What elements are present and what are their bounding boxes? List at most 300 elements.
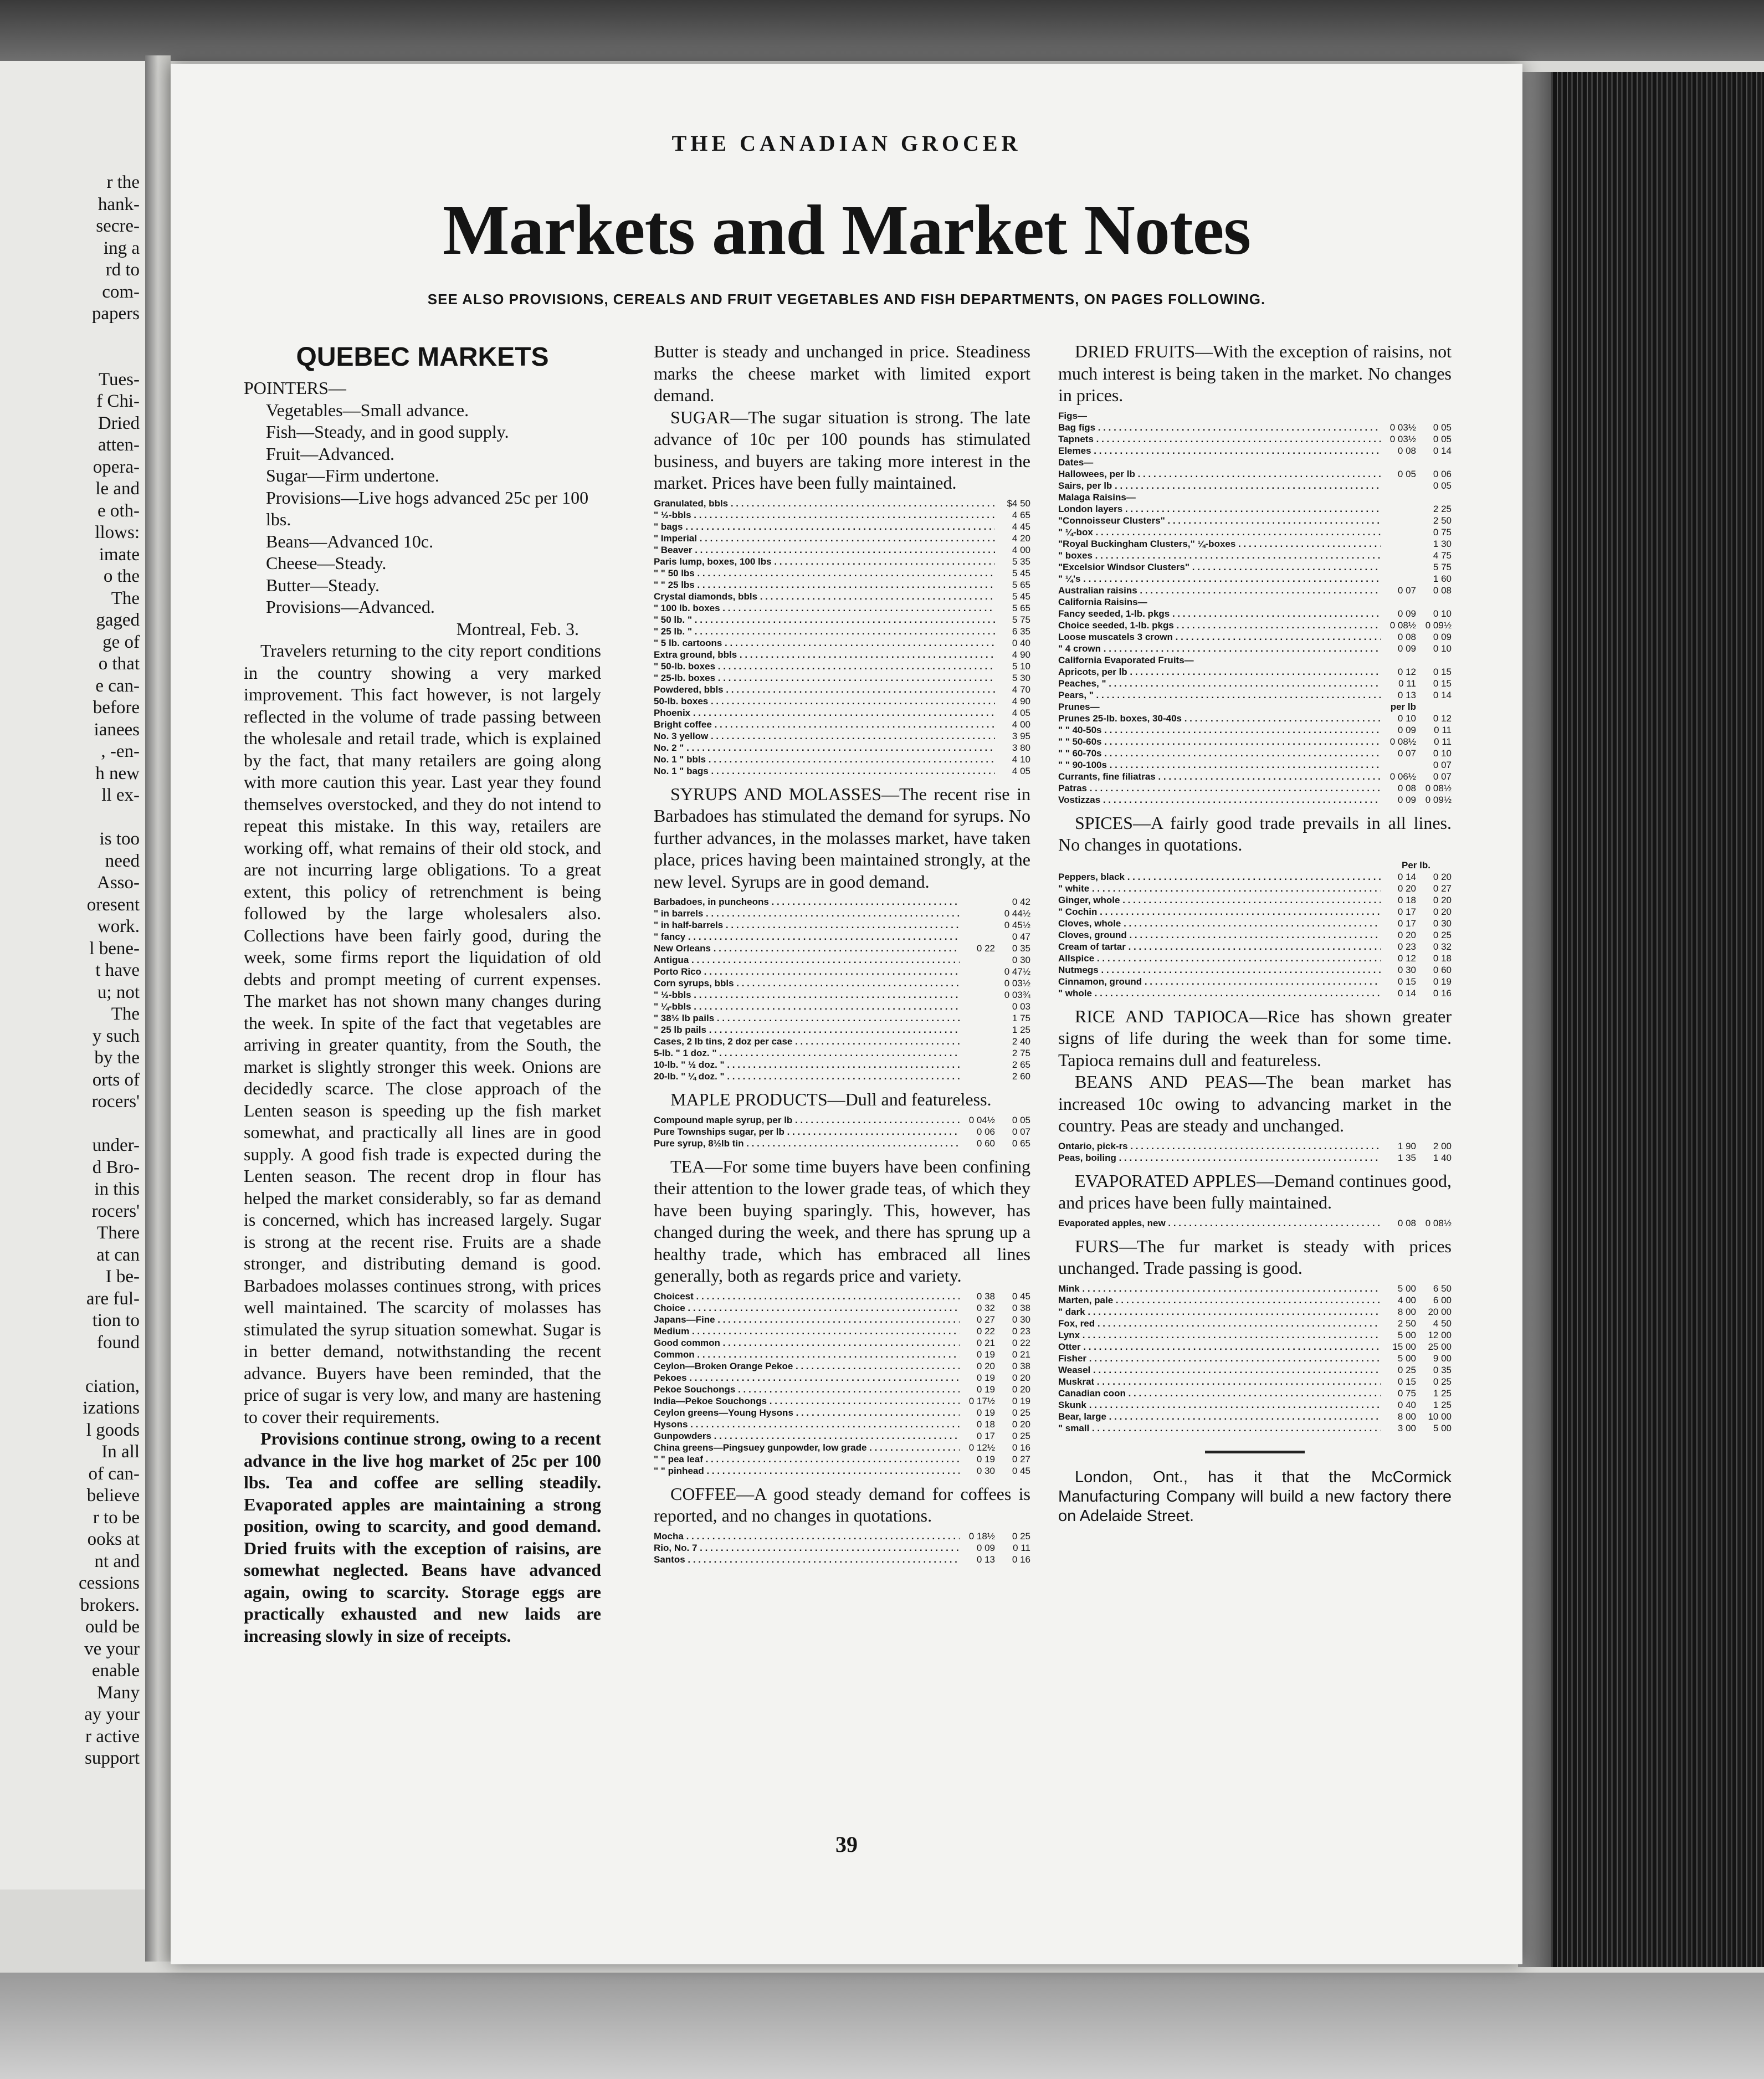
price-row bbox=[654, 1530, 1030, 1542]
price-row bbox=[654, 943, 1030, 954]
price-item: India—Pekoe Souchongs . . . bbox=[654, 1395, 960, 1407]
price-value: 0 42 bbox=[1012, 897, 1030, 907]
price-value bbox=[960, 908, 995, 919]
pointers-label: POINTERS— bbox=[244, 378, 346, 398]
tea-section bbox=[654, 1156, 1030, 1287]
spices-heading: SPICES bbox=[1075, 812, 1133, 833]
facing-line: h new bbox=[95, 763, 140, 784]
price-item: " " pinhead . . . bbox=[654, 1465, 960, 1477]
price-row bbox=[654, 556, 1030, 567]
pointer-item: Sugar—Firm undertone. bbox=[266, 465, 439, 485]
price-value: 12 00 bbox=[1428, 1329, 1452, 1340]
price-value: 0 09½ bbox=[1425, 619, 1452, 631]
price-value: 5 75 bbox=[1012, 614, 1030, 625]
price-row bbox=[1058, 1329, 1452, 1341]
price-value: 1 30 bbox=[1433, 538, 1452, 549]
pointer-item: Beans—Advanced 10c. bbox=[266, 531, 434, 551]
pointers-list bbox=[244, 400, 601, 618]
price-value bbox=[1416, 457, 1452, 468]
price-value: 3 00 bbox=[1397, 1422, 1416, 1433]
price-item: " whole . . . bbox=[1058, 987, 1381, 999]
maple-heading: MAPLE PRODUCTS bbox=[670, 1089, 828, 1109]
price-value: 0 20 bbox=[1012, 1384, 1030, 1395]
syrups-text: —The recent rise in Barbadoes has stimulated the demand for syrups. No further advances, in the molasses market, have taken place, prices having been maintained strongly, at the new level. Syrups are in good demand. bbox=[654, 784, 1031, 892]
price-row bbox=[654, 591, 1030, 602]
price-value: 5 75 bbox=[1433, 561, 1452, 572]
facing-line: o the bbox=[103, 566, 140, 586]
price-value bbox=[1381, 526, 1416, 538]
tea-text: —For some time buyers have been confining their attention to the lower grade teas, of which they have been buying sparingly. This, however, has changed during the week, and there has sprung up a healthy trade, which has embraced all lines generally, both as regards price and variety. bbox=[654, 1156, 1030, 1286]
price-item: Ontario, pick-rs . . . bbox=[1058, 1140, 1381, 1152]
price-item: Loose muscatels 3 crown . . . bbox=[1058, 631, 1381, 643]
spices-table-wrapper bbox=[1058, 859, 1452, 999]
price-item: Ginger, whole . . . bbox=[1058, 894, 1381, 906]
price-item: Fancy seeded, 1-lb. pkgs . . . bbox=[1058, 608, 1381, 619]
page-edge-highlight bbox=[1518, 72, 1551, 1967]
facing-line: Tues- bbox=[99, 369, 140, 390]
price-item: Weasel . . . bbox=[1058, 1364, 1381, 1376]
price-row bbox=[1058, 724, 1452, 736]
facing-line: , -en- bbox=[101, 741, 140, 761]
price-value: 4 00 bbox=[1012, 544, 1030, 555]
price-value: 0 10 bbox=[1433, 643, 1452, 654]
price-row bbox=[654, 896, 1030, 908]
price-value: 0 06 bbox=[1433, 468, 1452, 479]
price-item: Antigua . . . bbox=[654, 954, 960, 966]
price-value: 4 00 bbox=[1397, 1294, 1416, 1305]
price-row bbox=[1058, 550, 1452, 561]
butter-paragraph: Butter is steady and unchanged in price. Steadiness marks the cheese market with limited export demand. bbox=[654, 341, 1030, 405]
facing-line: u; not bbox=[97, 982, 140, 1002]
facing-line: gaged bbox=[96, 610, 140, 630]
price-value: 0 20 bbox=[1433, 894, 1452, 905]
price-row bbox=[654, 1453, 1030, 1465]
price-value: 0 18 bbox=[1433, 953, 1452, 964]
price-value: 0 08½ bbox=[1425, 782, 1452, 793]
price-value: 0 18 bbox=[1397, 894, 1416, 905]
spices-section bbox=[1058, 812, 1452, 856]
price-value: 0 14 bbox=[1397, 871, 1416, 882]
facing-line: r to be bbox=[93, 1507, 140, 1528]
price-row bbox=[654, 532, 1030, 544]
price-row bbox=[654, 1024, 1030, 1036]
price-value: 5 00 bbox=[1433, 1422, 1452, 1433]
price-item: Australian raisins . . . bbox=[1058, 585, 1381, 596]
price-value: 0 09 bbox=[1397, 724, 1416, 735]
price-row bbox=[654, 1314, 1030, 1325]
price-value bbox=[960, 977, 995, 989]
price-row bbox=[1058, 964, 1452, 976]
price-item: Fox, red . . . bbox=[1058, 1318, 1381, 1329]
facing-line: found bbox=[97, 1332, 140, 1353]
price-value: $4 50 bbox=[1007, 498, 1030, 509]
price-value: 2 25 bbox=[1433, 503, 1452, 514]
price-item: Barbadoes, in puncheons . . . bbox=[654, 896, 960, 908]
price-row bbox=[1058, 538, 1452, 550]
price-item: Bear, large . . . bbox=[1058, 1411, 1381, 1422]
coffee-heading: COFFEE bbox=[670, 1483, 737, 1504]
quebec-paragraph-2: Provisions continue strong, owing to a recent advance in the live hog market of 25c per 100 lbs. Tea and coffee are selling steadily. Evaporated apples are maintaining a strong position, owing to scarcity, and good demand. Dried fruits with the exception of raisins, are somewhat neglected. Beans have advanced again, owing to scarcity. Storage eggs are practically exhausted and new laids are increasing slowly in size of receipts. bbox=[244, 1428, 601, 1646]
price-row bbox=[1058, 608, 1452, 619]
facing-line: ooks at bbox=[87, 1529, 140, 1549]
facing-line: rocers' bbox=[91, 1201, 140, 1221]
coffee-text: —A good steady demand for coffees is reported, and no changes in quotations. bbox=[654, 1483, 1030, 1525]
price-item: Crystal diamonds, bbls . . . bbox=[654, 591, 995, 602]
price-value: 0 15 bbox=[1433, 678, 1452, 689]
price-value: 0 25 bbox=[1433, 1376, 1452, 1387]
facing-page-text bbox=[7, 172, 140, 1770]
price-row bbox=[654, 498, 1030, 509]
price-value: 0 17 bbox=[1397, 918, 1416, 929]
price-value: 5 45 bbox=[1012, 567, 1030, 578]
facing-line bbox=[7, 807, 140, 829]
price-value bbox=[1381, 457, 1416, 468]
price-value: 5 45 bbox=[1012, 591, 1030, 602]
price-value: 0 75 bbox=[1433, 526, 1452, 537]
price-value: 4 05 bbox=[1012, 707, 1030, 718]
facing-line: e can- bbox=[95, 675, 140, 696]
price-row bbox=[654, 1395, 1030, 1407]
price-value: 0 45 bbox=[1012, 1291, 1030, 1302]
price-value: 0 23 bbox=[1012, 1325, 1030, 1336]
price-value: 5 35 bbox=[1012, 556, 1030, 567]
facing-line: llows: bbox=[95, 523, 140, 542]
facing-line bbox=[7, 1113, 140, 1135]
price-item: Porto Rico . . . bbox=[654, 966, 960, 977]
price-row bbox=[654, 521, 1030, 532]
price-row bbox=[654, 1372, 1030, 1384]
price-item: Tapnets . . . bbox=[1058, 433, 1381, 445]
magazine-page bbox=[171, 64, 1522, 1964]
price-value: 9 00 bbox=[1433, 1353, 1452, 1364]
price-value: 3 80 bbox=[1012, 742, 1030, 753]
facing-line: ge of bbox=[102, 632, 140, 652]
price-row bbox=[1058, 433, 1452, 445]
price-row bbox=[654, 754, 1030, 765]
price-item: " ¼'s . . . bbox=[1058, 573, 1381, 585]
price-value bbox=[960, 954, 995, 966]
price-item: Peppers, black . . . bbox=[1058, 871, 1381, 883]
price-value: 0 45½ bbox=[1004, 920, 1030, 930]
price-value: 6 35 bbox=[1012, 626, 1030, 637]
price-value: 0 35 bbox=[1012, 943, 1030, 954]
price-value: 15 00 bbox=[1392, 1341, 1416, 1352]
price-item: Phoenix . . . bbox=[654, 707, 995, 719]
price-value: 1 90 bbox=[1397, 1140, 1416, 1151]
price-value: 0 17 bbox=[1397, 906, 1416, 917]
price-item: " small . . . bbox=[1058, 1422, 1381, 1434]
price-value: 0 04½ bbox=[968, 1114, 995, 1125]
price-row bbox=[1058, 953, 1452, 964]
page-subtitle: SEE ALSO PROVISIONS, CEREALS AND FRUIT VEGETABLES AND FISH DEPARTMENTS, ON PAGES FOLLOWING. bbox=[427, 291, 1266, 308]
price-item: " dark . . . bbox=[1058, 1306, 1381, 1318]
price-item: Currants, fine filiatras . . . bbox=[1058, 771, 1381, 782]
facing-line: of can- bbox=[88, 1463, 140, 1484]
price-value bbox=[960, 1047, 995, 1059]
price-row bbox=[1058, 1353, 1452, 1364]
price-row bbox=[654, 1047, 1030, 1059]
facing-line: ciation, bbox=[85, 1376, 140, 1396]
rice-heading: RICE AND TAPIOCA bbox=[1075, 1006, 1250, 1026]
price-item: Pears, " . . . bbox=[1058, 689, 1381, 701]
dateline: Montreal, Feb. 3. bbox=[456, 618, 579, 639]
price-item: Otter . . . bbox=[1058, 1341, 1381, 1353]
price-value bbox=[1381, 410, 1416, 422]
price-row bbox=[1058, 643, 1452, 654]
price-value: 0 21 bbox=[1012, 1349, 1030, 1360]
facing-line: rd to bbox=[105, 260, 140, 280]
price-value: 0 30 bbox=[1012, 955, 1030, 965]
facing-line: tion to bbox=[92, 1310, 140, 1330]
facing-line: hank- bbox=[98, 194, 140, 214]
pointer-item: Cheese—Steady. bbox=[266, 553, 387, 573]
price-value: 2 00 bbox=[1433, 1140, 1452, 1151]
pointer-item: Provisions—Advanced. bbox=[266, 597, 435, 617]
facing-line: ianees bbox=[94, 719, 140, 740]
price-value: 0 09 bbox=[1397, 608, 1416, 619]
price-row bbox=[1058, 561, 1452, 573]
price-value bbox=[1381, 654, 1416, 666]
evap-heading: EVAPORATED APPLES bbox=[1075, 1170, 1257, 1191]
facing-line bbox=[7, 325, 140, 347]
price-value: 0 03½ bbox=[1389, 422, 1416, 433]
price-row bbox=[1058, 701, 1452, 713]
price-item: " 50-lb. boxes . . . bbox=[654, 660, 995, 672]
price-item: " 50 lb. " . . . bbox=[654, 614, 995, 626]
price-value: 2 40 bbox=[1012, 1036, 1030, 1047]
price-row bbox=[1058, 1217, 1452, 1229]
price-item: Nutmegs . . . bbox=[1058, 964, 1381, 976]
facing-line: f Chi- bbox=[96, 391, 140, 411]
price-value: 6 00 bbox=[1433, 1294, 1452, 1305]
price-item: " 4 crown . . . bbox=[1058, 643, 1381, 654]
price-value: 5 65 bbox=[1012, 579, 1030, 590]
price-value: 20 00 bbox=[1428, 1306, 1452, 1317]
price-value: 0 25 bbox=[1012, 1530, 1030, 1542]
price-value: 0 03½ bbox=[1004, 978, 1030, 989]
facing-line: l goods bbox=[86, 1420, 140, 1440]
price-row bbox=[1058, 1306, 1452, 1318]
price-value: 0 12 bbox=[1397, 666, 1416, 677]
price-value: 1 25 bbox=[1433, 1399, 1452, 1410]
price-value: 0 38 bbox=[976, 1291, 995, 1302]
price-item: 20-lb. " ¼ doz. " . . . bbox=[654, 1071, 960, 1082]
facing-line: l bene- bbox=[89, 938, 140, 959]
price-row bbox=[1058, 747, 1452, 759]
price-row bbox=[654, 544, 1030, 556]
price-value: 0 30 bbox=[1433, 918, 1452, 929]
price-value: 0 20 bbox=[1012, 1419, 1030, 1430]
price-row bbox=[1058, 457, 1452, 468]
price-value: 0 18½ bbox=[968, 1530, 995, 1542]
price-row bbox=[654, 1001, 1030, 1012]
price-row bbox=[1058, 987, 1452, 999]
price-row bbox=[654, 1337, 1030, 1349]
price-item: " in half-barrels . . . bbox=[654, 919, 960, 931]
price-row bbox=[1058, 666, 1452, 678]
price-row bbox=[654, 919, 1030, 931]
price-row bbox=[654, 1542, 1030, 1554]
price-item: Choice . . . bbox=[654, 1302, 960, 1314]
price-value: 0 14 bbox=[1433, 445, 1452, 456]
evap-text: —Demand continues good, and prices have been fully maintained. bbox=[1058, 1170, 1452, 1212]
price-row bbox=[1058, 1376, 1452, 1387]
price-value: 0 17½ bbox=[968, 1395, 995, 1406]
price-row bbox=[1058, 596, 1452, 608]
beans-text: —The bean market has increased 10c owing to advancing market in the country. Peas are steady and unchanged. bbox=[1058, 1072, 1452, 1135]
price-row bbox=[1058, 445, 1452, 457]
price-value: 4 20 bbox=[1012, 532, 1030, 544]
price-row bbox=[654, 684, 1030, 695]
price-value bbox=[1381, 550, 1416, 561]
price-row bbox=[654, 1138, 1030, 1149]
facing-line: enable bbox=[91, 1661, 140, 1681]
beans-price-table bbox=[1058, 1140, 1452, 1164]
price-value: 0 08 bbox=[1433, 585, 1452, 596]
price-row bbox=[654, 614, 1030, 626]
price-value: 25 00 bbox=[1428, 1341, 1452, 1352]
price-value: 5 30 bbox=[1012, 672, 1030, 683]
price-row bbox=[1058, 1411, 1452, 1422]
price-item: Sairs, per lb . . . bbox=[1058, 480, 1381, 491]
price-value: 0 05 bbox=[1433, 422, 1452, 433]
price-value: 0 19 bbox=[976, 1384, 995, 1395]
price-value: 0 35 bbox=[1433, 1364, 1452, 1375]
price-value: 0 30 bbox=[1397, 964, 1416, 975]
price-item: Common . . . bbox=[654, 1349, 960, 1360]
price-row bbox=[1058, 1399, 1452, 1411]
price-value: 0 22 bbox=[976, 1325, 995, 1336]
price-row bbox=[654, 1291, 1030, 1302]
price-value: 4 05 bbox=[1012, 765, 1030, 776]
price-row bbox=[1058, 1364, 1452, 1376]
price-row bbox=[654, 954, 1030, 966]
price-row bbox=[1058, 894, 1452, 906]
sugar-price-table bbox=[654, 498, 1030, 777]
price-value: 0 20 bbox=[1012, 1372, 1030, 1383]
price-value: 0 12 bbox=[1433, 713, 1452, 724]
price-item: Mink . . . bbox=[1058, 1283, 1381, 1294]
furs-text: —The fur market is steady with prices unchanged. Trade passing is good. bbox=[1058, 1236, 1452, 1278]
price-item: Pekoes . . . bbox=[654, 1372, 960, 1384]
price-row bbox=[1058, 619, 1452, 631]
price-value bbox=[960, 1001, 995, 1012]
price-row bbox=[1058, 1422, 1452, 1434]
price-value: 0 32 bbox=[1433, 941, 1452, 952]
facing-line: in this bbox=[94, 1179, 140, 1199]
facing-line: r active bbox=[85, 1726, 140, 1747]
sugar-heading: SUGAR bbox=[670, 407, 731, 427]
price-value: 0 12½ bbox=[968, 1442, 995, 1453]
sugar-text: —The sugar situation is strong. The late advance of 10c per 100 pounds has stimulated business, and buyers are taking more interest in the market. Prices have been fully maintained. bbox=[654, 407, 1030, 493]
price-value: 2 50 bbox=[1433, 515, 1452, 526]
spices-per-lb-row bbox=[1058, 859, 1452, 871]
price-item: Prunes— bbox=[1058, 701, 1100, 712]
pointer-item: Fish—Steady, and in good supply. bbox=[266, 422, 509, 442]
tea-heading: TEA bbox=[670, 1156, 705, 1176]
price-item: Marten, pale . . . bbox=[1058, 1294, 1381, 1306]
price-value: 8 00 bbox=[1397, 1306, 1416, 1317]
price-value: 0 19 bbox=[976, 1349, 995, 1360]
price-value: 0 08 bbox=[1397, 782, 1416, 793]
price-item: Compound maple syrup, per lb . . . bbox=[654, 1114, 960, 1126]
price-value: 4 75 bbox=[1433, 550, 1452, 561]
price-item: " " pea leaf . . . bbox=[654, 1453, 960, 1465]
syrups-price-table bbox=[654, 896, 1030, 1082]
facing-line: com- bbox=[102, 281, 140, 302]
price-item: Pekoe Souchongs . . . bbox=[654, 1384, 960, 1395]
price-value: 5 00 bbox=[1397, 1283, 1416, 1294]
price-value: 0 11 bbox=[1398, 678, 1416, 689]
price-item: " " 50-60s . . . bbox=[1058, 736, 1381, 747]
furs-section bbox=[1058, 1236, 1452, 1279]
price-value: 0 09 bbox=[1433, 631, 1452, 642]
price-value: 0 17 bbox=[976, 1430, 995, 1441]
price-item: " " 90-100s . . . bbox=[1058, 759, 1381, 771]
price-item: Malaga Raisins— bbox=[1058, 491, 1136, 503]
facing-line: r the bbox=[106, 172, 140, 192]
price-value: 0 40 bbox=[1397, 1399, 1416, 1410]
facing-line: ll ex- bbox=[101, 785, 140, 805]
price-value: 4 65 bbox=[1012, 509, 1030, 520]
price-item: Pure syrup, 8½lb tin . . . bbox=[654, 1138, 960, 1149]
price-item: Muskrat . . . bbox=[1058, 1376, 1381, 1387]
dried-fruits-heading: DRIED FRUITS bbox=[1075, 341, 1196, 361]
price-value: 0 05 bbox=[1397, 468, 1416, 479]
rice-text: —Rice has shown greater signs of life during the week than for some time. Tapioca remains dull and featureless. bbox=[1058, 1006, 1452, 1070]
price-value bbox=[1416, 410, 1452, 422]
price-value: 0 40 bbox=[1012, 637, 1030, 648]
price-item: New Orleans . . . bbox=[654, 943, 960, 954]
facing-line: at can bbox=[96, 1245, 140, 1265]
price-value: 4 90 bbox=[1012, 695, 1030, 706]
price-value: 0 03½ bbox=[1389, 433, 1416, 444]
price-row bbox=[1058, 468, 1452, 480]
price-value: 4 50 bbox=[1433, 1318, 1452, 1329]
price-item: Fisher . . . bbox=[1058, 1353, 1381, 1364]
price-value: 4 45 bbox=[1012, 521, 1030, 532]
facing-line: I be- bbox=[105, 1267, 140, 1287]
furs-price-table bbox=[1058, 1283, 1452, 1434]
price-row bbox=[1058, 782, 1452, 794]
price-row bbox=[654, 719, 1030, 730]
price-value: 0 08 bbox=[1397, 631, 1416, 642]
price-value bbox=[1416, 596, 1452, 608]
price-row bbox=[654, 1126, 1030, 1138]
price-row bbox=[654, 742, 1030, 754]
price-item: Ceylon greens—Young Hysons . . . bbox=[654, 1407, 960, 1419]
price-item: " Beaver . . . bbox=[654, 544, 995, 556]
pointer-item: Provisions—Live hogs advanced 25c per 100 lbs. bbox=[266, 487, 589, 529]
price-item: Powdered, bbls . . . bbox=[654, 684, 995, 695]
facing-line: In all bbox=[101, 1442, 140, 1462]
price-value: 0 08½ bbox=[1425, 1217, 1452, 1228]
price-item: Medium . . . bbox=[654, 1325, 960, 1337]
price-value: 0 14 bbox=[1397, 987, 1416, 998]
price-value: 0 27 bbox=[976, 1314, 995, 1325]
price-value: 1 25 bbox=[1012, 1025, 1030, 1035]
price-row bbox=[654, 1302, 1030, 1314]
price-value bbox=[1381, 515, 1416, 526]
section-rule bbox=[1205, 1451, 1305, 1453]
price-value: 0 07 bbox=[1012, 1126, 1030, 1137]
price-value: 2 60 bbox=[1012, 1071, 1030, 1082]
price-value: 0 15 bbox=[1397, 976, 1416, 987]
price-row bbox=[1058, 794, 1452, 806]
price-item: Elemes . . . bbox=[1058, 445, 1381, 457]
price-value bbox=[960, 919, 995, 931]
price-value: 0 47 bbox=[1012, 931, 1030, 942]
